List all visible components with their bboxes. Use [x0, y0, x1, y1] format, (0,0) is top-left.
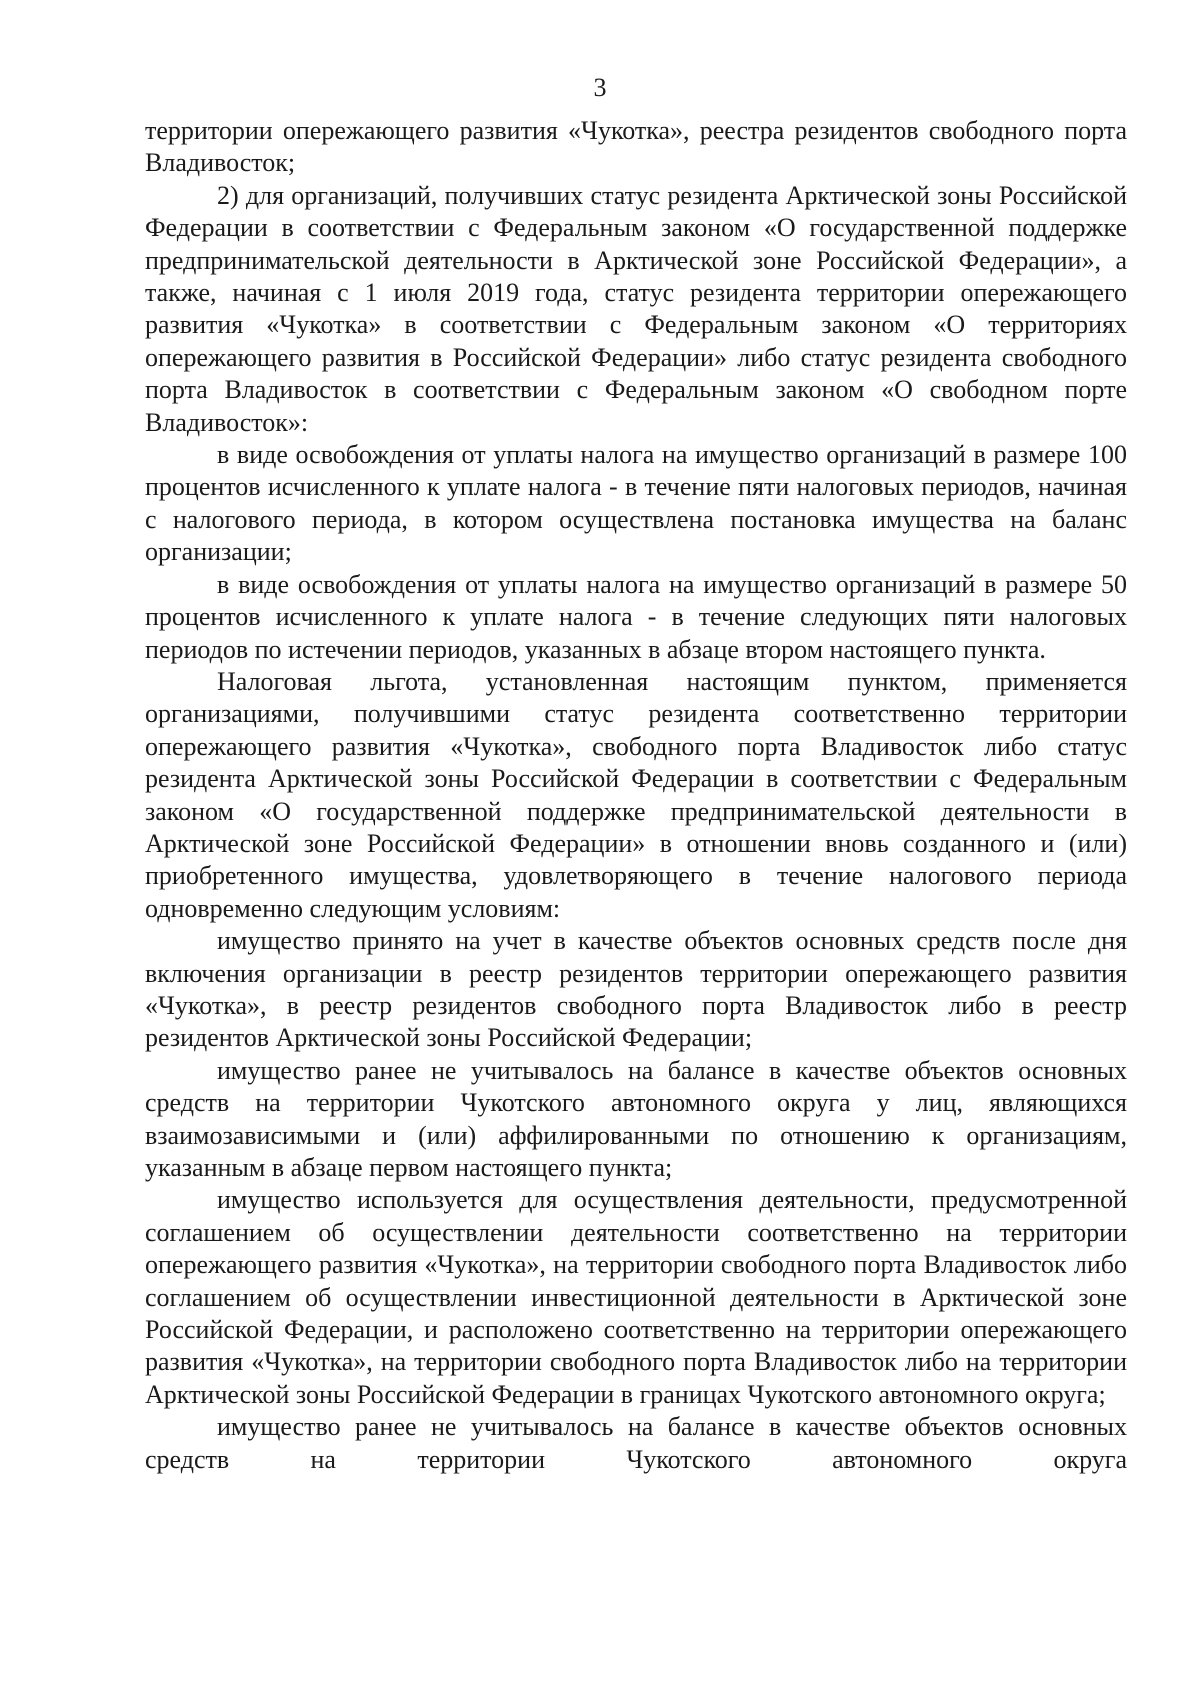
page-number: 3: [593, 73, 607, 102]
paragraph: имущество используется для осуществления деятельности, предусмотренной соглашением об осуществлении деятельности соответственно на территории опережающего развития «Чукотка», на территории свободного порта Владивосток либо соглашением об осуществлении инвестиционной деятельности в Арктической зоне Российской Федерации, и расположено соответственно на территории опережающего развития «Чукотка», на территории свободного порта Владивосток либо на территории Арктической зоны Российской Федерации в границах Чукотского автономного округа;: [145, 1185, 1127, 1409]
paragraph: в виде освобождения от уплаты налога на имущество организаций в размере 50 процентов исчисленного к уплате налога - в течение следующих пяти налоговых периодов по истечении периодов, указанных в абзаце втором настоящего пункта.: [145, 569, 1127, 664]
paragraph: имущество ранее не учитывалось на балансе в качестве объектов основных средств на территории Чукотского автономного округа: [145, 1412, 1127, 1474]
document-body: [145, 115, 1127, 1476]
paragraph: 2) для организаций, получивших статус резидента Арктической зоны Российской Федерации в соответствии с Федеральным законом «О государственной поддержке предпринимательской деятельности в Арктической зоне Российской Федерации», а также, начиная с 1 июля 2019 года, статус резидента территории опережающего развития «Чукотка» в соответствии с Федеральным законом «О территориях опережающего развития в Российской Федерации» либо статус резидента свободного порта Владивосток в соответствии с Федеральным законом «О свободном порте Владивосток»:: [145, 180, 1127, 437]
paragraph: в виде освобождения от уплаты налога на имущество организаций в размере 100 процентов исчисленного к уплате налога - в течение пяти налоговых периодов, начиная с налогового периода, в котором осуществлена постановка имущества на баланс организации;: [145, 440, 1127, 567]
paragraph: имущество ранее не учитывалось на балансе в качестве объектов основных средств на территории Чукотского автономного округа у лиц, являющихся взаимозависимыми и (или) аффилированными по отношению к организациям, указанным в абзаце первом настоящего пункта;: [145, 1055, 1127, 1182]
paragraph: территории опережающего развития «Чукотка», реестра резидентов свободного порта Владивосток;: [145, 116, 1127, 178]
paragraph: имущество принято на учет в качестве объектов основных средств после дня включения организации в реестр резидентов территории опережающего развития «Чукотка», в реестр резидентов свободного порта Владивосток либо в реестр резидентов Арктической зоны Российской Федерации;: [145, 926, 1127, 1053]
paragraph: Налоговая льгота, установленная настоящим пунктом, применяется организациями, получившими статус резидента соответственно территории опережающего развития «Чукотка», свободного порта Владивосток либо статус резидента Арктической зоны Российской Федерации в соответствии с Федеральным законом «О государственной поддержке предпринимательской деятельности в Арктической зоне Российской Федерации» в отношении вновь созданного и (или) приобретенного имущества, удовлетворяющего в течение налогового периода одновременно следующим условиям:: [145, 666, 1127, 923]
